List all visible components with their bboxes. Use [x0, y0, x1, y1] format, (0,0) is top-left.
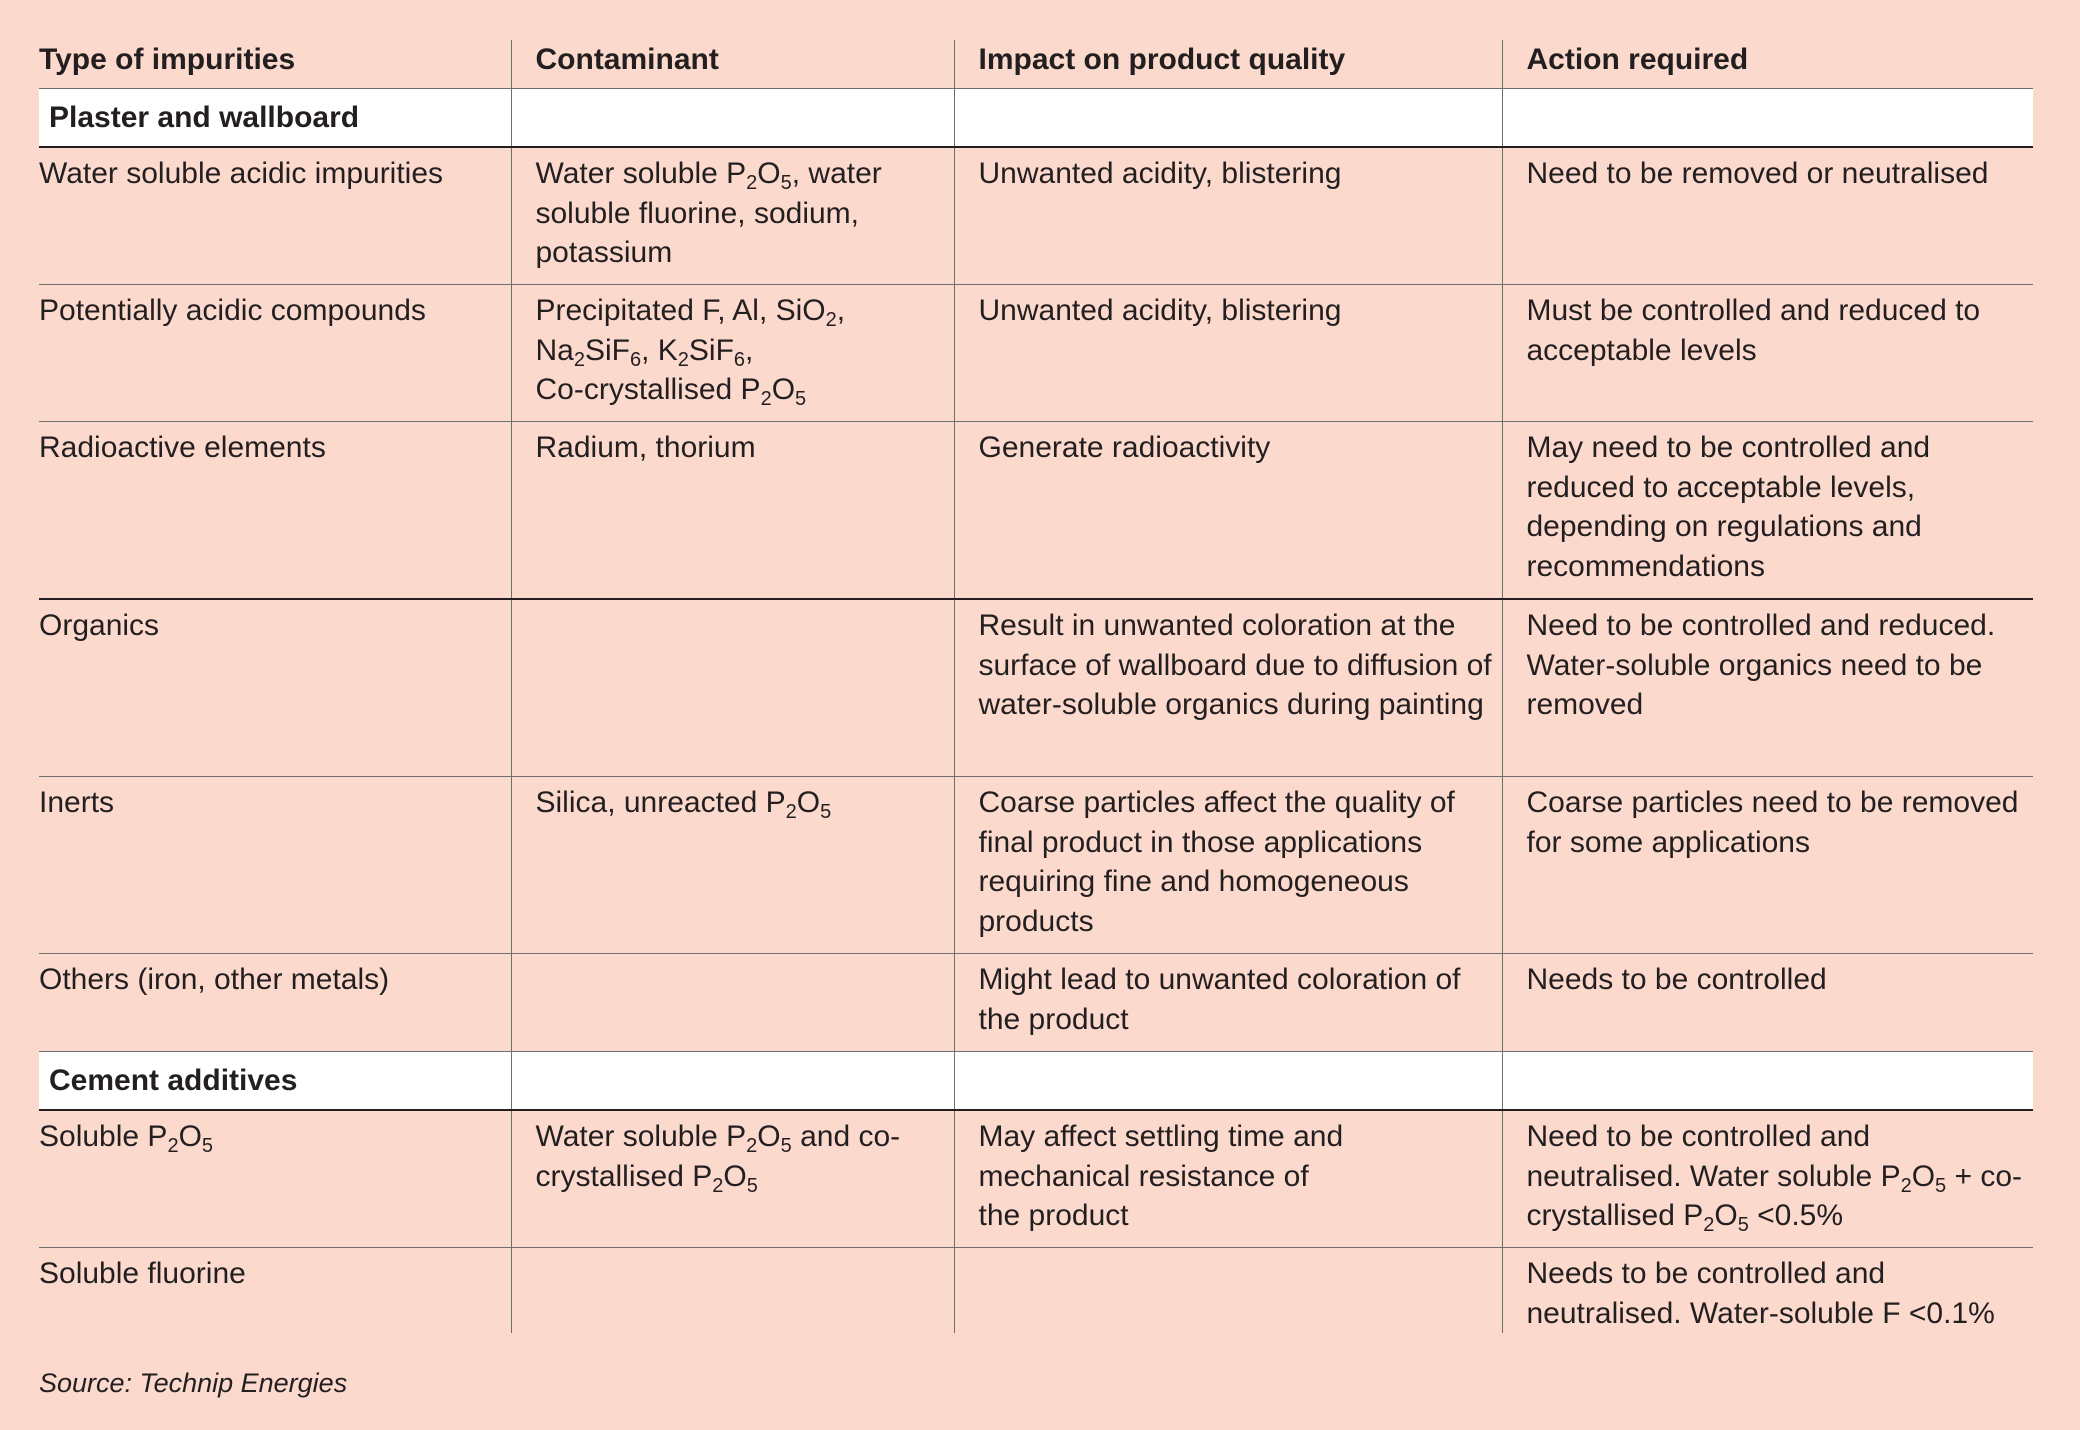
cell-type: Water soluble acidic impurities: [39, 147, 511, 285]
header-type: Type of impurities: [39, 40, 511, 89]
cell-type: Soluble fluorine: [39, 1257, 246, 1290]
cell-contaminant: Silica, unreacted $P_2O_5$: [511, 777, 954, 954]
table-row: [39, 954, 2033, 1052]
cell-action: Need to be removed or neutralised: [1502, 147, 2033, 285]
section-row-plaster: [39, 89, 2033, 148]
table-row: [39, 777, 2033, 954]
cell-action: Needs to be controlled and neutralised. Water-soluble F <0.1%: [1502, 1248, 2033, 1334]
table-row: [39, 1248, 2033, 1334]
cell-impact: Result in unwanted coloration at the surface of wallboard due to diffusion of water-soluble organics during painting: [954, 599, 1502, 777]
cell-action: Need to be controlled and neutralised. Water soluble $P_2O_5$ + co-crystallised $P_2O_5 <0.5\%$: [1502, 1110, 2033, 1248]
cell-action: Coarse particles need to be removed for some applications: [1502, 777, 2033, 954]
cell-contaminant: [511, 599, 954, 777]
cell-contaminant: Water soluble $P_2O_5$, water soluble fluorine, sodium, potassium: [511, 147, 954, 285]
cell-contaminant: [511, 1248, 954, 1334]
cell-type: Soluble $P_2O_5$: [39, 1110, 511, 1248]
cell-impact: Coarse particles affect the quality of final product in those applications requiring fine and homogeneous products: [954, 777, 1502, 954]
cell-impact: May affect settling time and mechanical resistance of the product: [954, 1110, 1502, 1248]
impurities-table-container: [39, 40, 2033, 1333]
cell-impact: [954, 1248, 1502, 1334]
table-row: [39, 285, 2033, 422]
table-row: [39, 147, 2033, 285]
table-row: [39, 599, 2033, 777]
cell-action: May need to be controlled and reduced to acceptable levels, depending on regulations and recommendations: [1502, 422, 2033, 600]
section-title: Plaster and wallboard: [39, 89, 511, 148]
table-row: [39, 422, 2033, 600]
source-caption: Source: Technip Energies: [39, 1368, 348, 1398]
cell-type: Organics: [39, 599, 511, 777]
header-action: Action required: [1502, 40, 2033, 89]
cell-contaminant: [511, 954, 954, 1052]
header-contaminant: Contaminant: [511, 40, 954, 89]
cell-type: Potentially acidic compounds: [39, 285, 511, 422]
header-impact: Impact on product quality: [954, 40, 1502, 89]
cell-action: Needs to be controlled: [1502, 954, 2033, 1052]
cell-impact: Unwanted acidity, blistering: [954, 285, 1502, 422]
table-header-row: [39, 40, 2033, 89]
cell-impact: Generate radioactivity: [954, 422, 1502, 600]
cell-contaminant: Radium, thorium: [511, 422, 954, 600]
cell-action: Must be controlled and reduced to acceptable levels: [1502, 285, 2033, 422]
cell-contaminant: Water soluble $P_2O_5$ and co-crystallised $P_2O_5$: [511, 1110, 954, 1248]
table-row: [39, 1110, 2033, 1248]
cell-impact: Might lead to unwanted coloration of the product: [954, 954, 1502, 1052]
cell-contaminant: Precipitated F, Al, SiO$_2$, $Na_2SiF_6$, $K_2SiF_6$, Co-crystallised $P_2O_5$: [511, 285, 954, 422]
impurities-table: [39, 40, 2033, 1333]
cell-type: Others (iron, other metals): [39, 954, 511, 1052]
cell-impact: Unwanted acidity, blistering: [954, 147, 1502, 285]
cell-type: Radioactive elements: [39, 422, 511, 600]
section-title: Cement additives: [39, 1052, 511, 1111]
section-row-cement: [39, 1052, 2033, 1111]
cell-type: Inerts: [39, 777, 511, 954]
cell-action: Need to be controlled and reduced. Water-soluble organics need to be removed: [1502, 599, 2033, 777]
